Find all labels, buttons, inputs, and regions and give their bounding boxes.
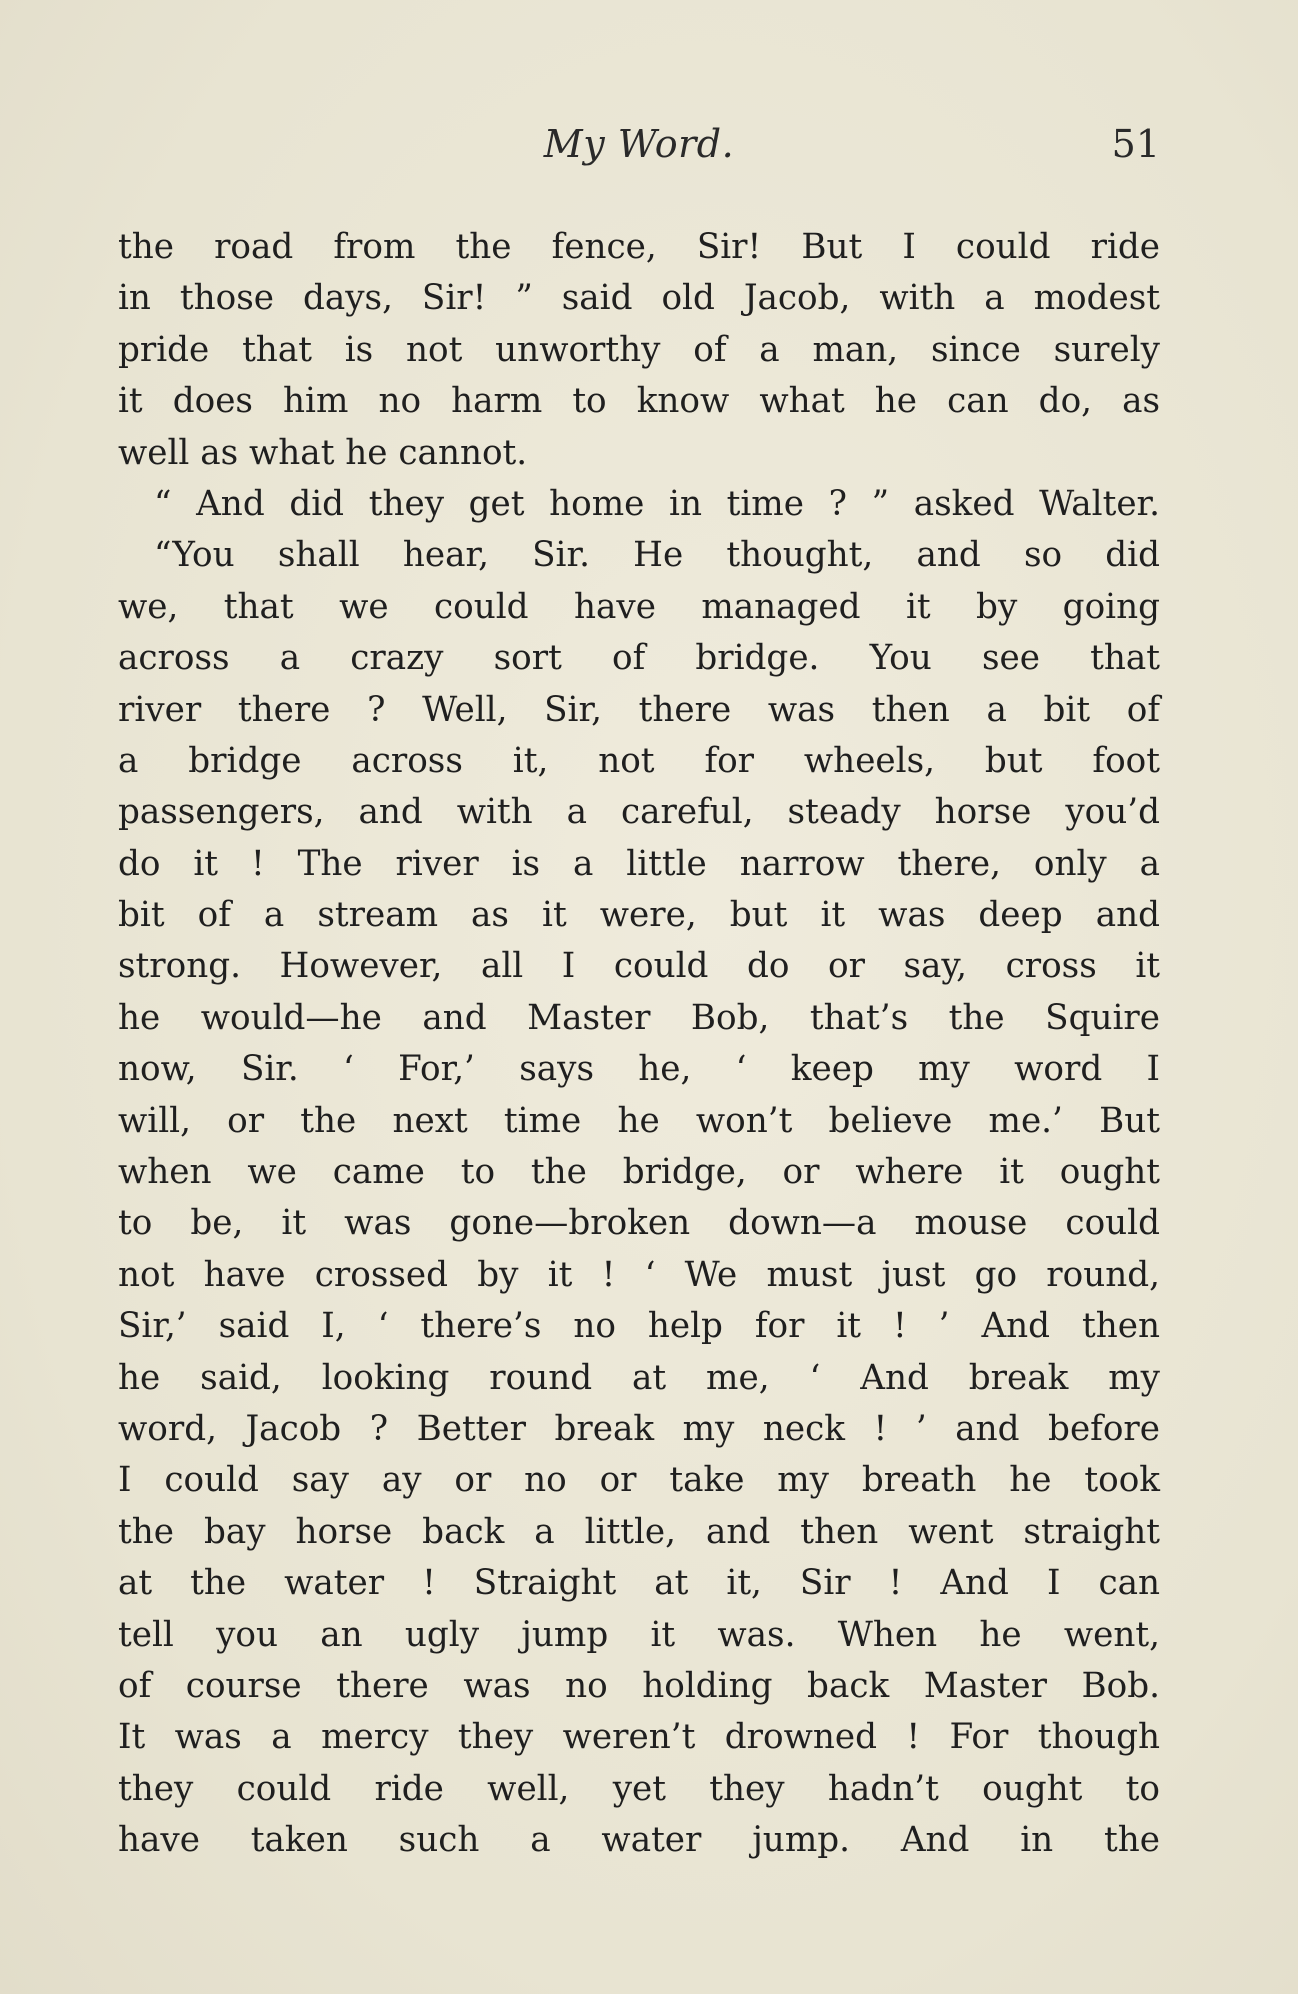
text-line: word, Jacob ? Better break my neck ! ’ and before xyxy=(118,1408,1160,1449)
text-line: not have crossed by it ! ‘ We must just go round, xyxy=(118,1254,1160,1295)
text-line: the road from the fence, Sir! But I could ride xyxy=(118,227,1160,267)
text-line: to be, it was gone—broken down—a mouse could xyxy=(118,1203,1160,1244)
text-line: when we came to the bridge, or where it ought xyxy=(118,1152,1160,1193)
text-line: in those days, Sir! ” said old Jacob, with a modest xyxy=(118,278,1160,319)
running-title: My Word. xyxy=(543,122,735,166)
text-line: have taken such a water jump. And in the xyxy=(118,1820,1160,1861)
text-line: now, Sir. ‘ For,’ says he, ‘ keep my word I xyxy=(118,1049,1160,1090)
text-line: “ And did they get home in time ? ” asked Walter. xyxy=(154,483,1160,524)
page-number: 51 xyxy=(1111,122,1160,166)
body-text xyxy=(118,222,1160,1867)
text-line: a bridge across it, not for wheels, but foot xyxy=(118,740,1160,781)
text-line: “You shall hear, Sir. He thought, and so did xyxy=(154,535,1160,576)
text-line: will, or the next time he won’t believe me.’ But xyxy=(118,1100,1160,1141)
text-line: across a crazy sort of bridge. You see that xyxy=(118,638,1160,679)
text-line: I could say ay or no or take my breath he took xyxy=(118,1460,1160,1501)
text-line: tell you an ugly jump it was. When he went, xyxy=(118,1614,1160,1655)
text-line: at the water ! Straight at it, Sir ! And I can xyxy=(118,1563,1160,1604)
text-line: he would—he and Master Bob, that’s the Squire xyxy=(118,997,1160,1038)
text-line: we, that we could have managed it by going xyxy=(118,586,1160,627)
text-line: river there ? Well, Sir, there was then a bit of xyxy=(118,689,1160,730)
text-line: Sir,’ said I, ‘ there’s no help for it ! ’ And then xyxy=(118,1306,1160,1347)
text-line: passengers, and with a careful, steady horse you’d xyxy=(118,792,1160,833)
text-line: pride that is not unworthy of a man, since surely xyxy=(118,329,1160,370)
text-line: of course there was no holding back Master Bob. xyxy=(118,1665,1160,1706)
text-line: well as what he cannot. xyxy=(118,432,528,473)
text-line: it does him no harm to know what he can do, as xyxy=(118,381,1160,422)
text-line: the bay horse back a little, and then went straight xyxy=(118,1511,1160,1552)
text-line: he said, looking round at me, ‘ And break my xyxy=(118,1357,1160,1398)
running-head xyxy=(118,122,1160,172)
text-line: It was a mercy they weren’t drowned ! For though xyxy=(118,1717,1160,1758)
text-line: strong. However, all I could do or say, cross it xyxy=(118,946,1160,987)
text-line: bit of a stream as it were, but it was deep and xyxy=(118,895,1160,936)
text-line: do it ! The river is a little narrow there, only a xyxy=(118,843,1160,884)
text-line: they could ride well, yet they hadn’t ought to xyxy=(118,1768,1160,1809)
